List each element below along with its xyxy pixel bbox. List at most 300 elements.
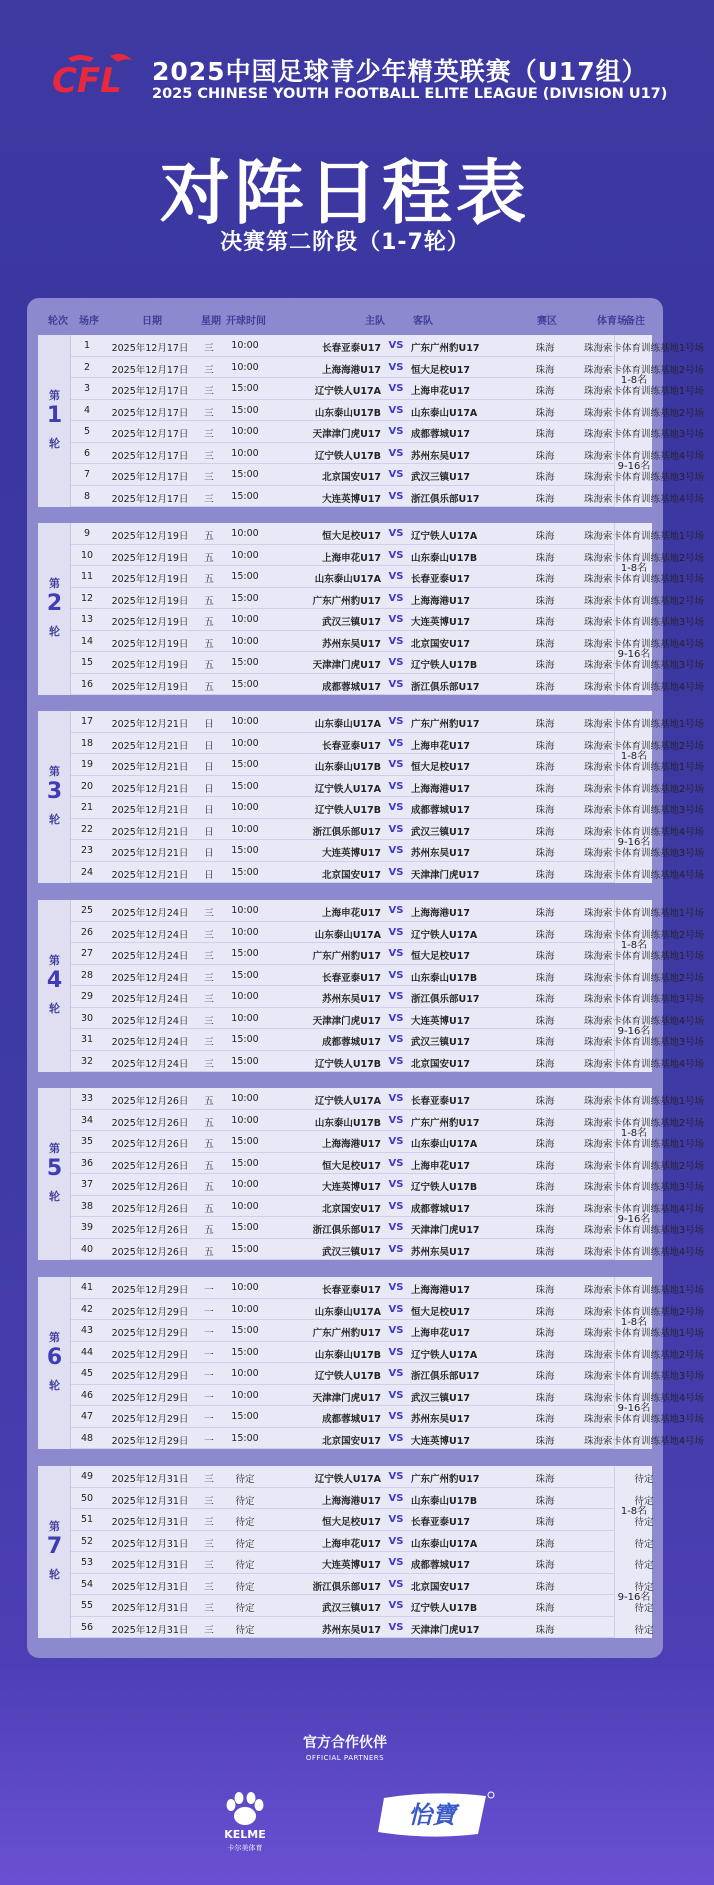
col-no: 场序: [79, 316, 99, 327]
kelme-logo: [214, 1788, 276, 1858]
match-venue: 珠海索卡体育训练基地3号场: [583, 1225, 705, 1236]
match-vs: VS: [388, 926, 404, 938]
match-no: 30: [80, 1012, 94, 1024]
match-day: 五: [204, 1139, 214, 1150]
match-date: 2025年12月29日: [111, 1285, 189, 1296]
match-day: 三: [204, 1538, 214, 1550]
col-note: 备注: [625, 316, 645, 327]
match-time: 10:00: [231, 361, 259, 373]
match-away: 辽宁铁人U17A: [411, 1349, 478, 1361]
match-away: 山东泰山U17B: [411, 552, 478, 564]
match-city: 珠海: [535, 869, 555, 881]
match-city: 珠海: [535, 1037, 555, 1048]
match-no: 11: [80, 571, 94, 582]
match-venue: 珠海索卡体育训练基地1号场: [583, 1096, 705, 1107]
match-city: 珠海: [535, 929, 555, 941]
match-city: 珠海: [535, 1015, 555, 1027]
match-city: 珠海: [535, 1182, 555, 1193]
match-date: 2025年12月29日: [111, 1371, 189, 1382]
match-date: 2025年12月19日: [111, 617, 189, 628]
match-no: 36: [80, 1157, 94, 1169]
match-date: 2025年12月26日: [111, 1117, 189, 1129]
match-time: 待定: [235, 1560, 255, 1571]
match-away: 恒大足校U17: [411, 364, 470, 376]
match-venue: 珠海索卡体育训练基地1号场: [583, 908, 705, 919]
match-vs: VS: [388, 991, 404, 1002]
round-block: [38, 1466, 652, 1638]
match-date: 2025年12月19日: [111, 531, 189, 542]
match-date: 2025年12月17日: [111, 450, 189, 462]
match-time: 15:00: [231, 404, 259, 416]
match-away: 恒大足校U17: [411, 1306, 470, 1318]
match-time: 10:00: [231, 716, 259, 727]
match-day: 一: [204, 1435, 214, 1447]
match-home: 天津津门虎U17: [312, 1015, 381, 1027]
match-row: [71, 776, 705, 798]
match-time: 15:00: [231, 1346, 259, 1358]
match-vs: VS: [388, 1432, 404, 1444]
round-label: [38, 1088, 71, 1260]
match-away: 北京国安U17: [411, 638, 470, 650]
match-date: 2025年12月21日: [111, 719, 189, 730]
match-city: 珠海: [535, 740, 555, 752]
match-day: 五: [204, 1160, 214, 1172]
match-no: 21: [80, 802, 94, 813]
match-row: [71, 523, 705, 545]
match-time: 15:00: [231, 969, 259, 981]
match-city: 珠海: [535, 1160, 555, 1172]
match-time: 15:00: [231, 678, 259, 690]
group-note: [614, 711, 652, 797]
match-vs: VS: [388, 802, 404, 813]
match-no: 37: [80, 1179, 94, 1190]
group-note: [614, 1552, 652, 1638]
match-time: 待定: [235, 1495, 255, 1507]
match-day: 五: [204, 681, 214, 693]
match-home: 长春亚泰U17: [322, 343, 381, 354]
match-city: 珠海: [535, 531, 555, 542]
match-day: 三: [204, 1058, 214, 1070]
match-away: 浙江俱乐部U17: [411, 994, 480, 1005]
group-note: [614, 609, 652, 695]
match-day: 五: [204, 1117, 214, 1129]
match-city: 珠海: [535, 1474, 555, 1485]
match-no: 23: [80, 845, 94, 856]
match-date: 2025年12月17日: [111, 407, 189, 419]
match-day: 三: [204, 407, 214, 419]
col-time: 开球时间: [226, 316, 266, 327]
match-home: 恒大足校U17: [322, 1517, 381, 1528]
match-venue: 珠海索卡体育训练基地1号场: [583, 719, 705, 730]
match-time: 10:00: [231, 447, 259, 459]
match-home: 长春亚泰U17: [322, 1285, 381, 1296]
round-label-text: 轮: [49, 1190, 60, 1203]
match-no: 24: [80, 866, 94, 878]
match-away: 辽宁铁人U17A: [411, 531, 478, 542]
round-label: [38, 335, 71, 507]
match-time: 待定: [235, 1474, 255, 1485]
match-day: 三: [204, 364, 214, 376]
match-city: 珠海: [535, 1538, 555, 1550]
match-date: 2025年12月17日: [111, 364, 189, 376]
group-note-text: 1-8名: [620, 751, 648, 762]
match-row: [71, 797, 705, 819]
round-number: 3: [46, 779, 63, 804]
match-venue: 珠海索卡体育训练基地2号场: [583, 1306, 705, 1318]
match-venue: 珠海索卡体育训练基地1号场: [583, 951, 705, 962]
match-away: 长春亚泰U17: [411, 1096, 470, 1107]
match-vs: VS: [388, 1303, 404, 1315]
match-city: 珠海: [535, 472, 555, 483]
match-row: [71, 1385, 705, 1407]
match-time: 10:00: [231, 1093, 259, 1104]
kelme-name: KELME: [224, 1828, 266, 1841]
match-home: 北京国安U17: [322, 472, 381, 483]
match-venue: 珠海索卡体育训练基地3号场: [583, 1414, 705, 1425]
match-city: 珠海: [535, 1624, 555, 1636]
match-home: 山东泰山U17A: [314, 574, 381, 585]
match-time: 待定: [235, 1603, 255, 1614]
match-vs: VS: [388, 426, 404, 437]
match-day: 日: [204, 869, 214, 881]
match-home: 山东泰山U17B: [314, 407, 381, 419]
match-time: 10:00: [231, 1012, 259, 1024]
match-city: 珠海: [535, 364, 555, 376]
match-row: [71, 862, 705, 884]
match-no: 45: [80, 1368, 94, 1379]
match-city: 珠海: [535, 493, 555, 505]
match-away: 武汉三镇U17: [411, 1392, 470, 1404]
match-vs: VS: [388, 845, 404, 856]
match-venue: 珠海索卡体育训练基地4号场: [583, 1015, 705, 1027]
match-away: 北京国安U17: [411, 1058, 470, 1070]
match-away: 苏州东吴U17: [411, 1414, 470, 1425]
match-city: 珠海: [535, 908, 555, 919]
match-city: 珠海: [535, 450, 555, 462]
match-home: 广东广州豹U17: [312, 1328, 381, 1339]
match-time: 15:00: [231, 490, 259, 502]
match-time: 10:00: [231, 614, 259, 625]
match-city: 珠海: [535, 1517, 555, 1528]
match-time: 15:00: [231, 469, 259, 480]
col-home: 主队: [365, 316, 385, 327]
group-note-text: 1-8名: [620, 375, 648, 386]
match-vs: VS: [388, 1411, 404, 1422]
match-city: 珠海: [535, 783, 555, 795]
match-no: 55: [80, 1600, 94, 1611]
match-away: 山东泰山U17B: [411, 1495, 478, 1507]
match-time: 10:00: [231, 426, 259, 437]
match-day: 三: [204, 972, 214, 984]
match-away: 大连英博U17: [411, 1015, 470, 1027]
match-time: 15:00: [231, 1136, 259, 1147]
match-venue: 待定: [634, 1517, 654, 1528]
match-no: 18: [80, 737, 94, 749]
match-city: 珠海: [535, 552, 555, 564]
match-date: 2025年12月21日: [111, 826, 189, 838]
match-day: 五: [204, 1096, 214, 1107]
match-city: 珠海: [535, 762, 555, 773]
match-date: 2025年12月26日: [111, 1160, 189, 1172]
match-no: 14: [80, 635, 94, 647]
match-date: 2025年12月26日: [111, 1139, 189, 1150]
match-vs: VS: [388, 1514, 404, 1525]
match-vs: VS: [388, 1136, 404, 1147]
match-away: 浙江俱乐部U17: [411, 493, 480, 505]
match-vs: VS: [388, 383, 404, 394]
group-note-text: 9-16名: [617, 649, 651, 660]
match-time: 15:00: [231, 1432, 259, 1444]
match-vs: VS: [388, 1157, 404, 1169]
match-time: 10:00: [231, 823, 259, 835]
match-no: 1: [83, 340, 91, 351]
match-time: 15:00: [231, 780, 259, 792]
round-label-text: 第: [49, 1520, 60, 1533]
match-day: 三: [204, 1560, 214, 1571]
match-home: 大连英博U17: [322, 848, 381, 859]
match-time: 待定: [235, 1517, 255, 1528]
match-away: 浙江俱乐部U17: [411, 1371, 480, 1382]
match-venue: 珠海索卡体育训练基地3号场: [583, 1371, 705, 1382]
match-vs: VS: [388, 948, 404, 959]
match-row: [71, 1574, 654, 1596]
match-vs: VS: [388, 678, 404, 690]
match-city: 珠海: [535, 1349, 555, 1361]
match-row: [71, 965, 705, 987]
match-day: 三: [204, 929, 214, 941]
logo-text: CFL: [52, 61, 122, 101]
round-label-text: 第: [49, 954, 60, 967]
match-home: 上海海港U17: [322, 1495, 381, 1507]
group-note-text: 9-16名: [617, 1592, 651, 1603]
match-home: 苏州东吴U17: [322, 1624, 381, 1636]
match-date: 2025年12月29日: [111, 1392, 189, 1404]
league-title-en: 2025 CHINESE YOUTH FOOTBALL ELITE LEAGUE (DIVISION U17): [152, 86, 668, 102]
match-time: 10:00: [231, 737, 259, 749]
match-venue: 珠海索卡体育训练基地2号场: [583, 929, 705, 941]
match-vs: VS: [388, 614, 404, 625]
match-no: 49: [80, 1471, 94, 1482]
match-home: 山东泰山U17A: [314, 929, 381, 941]
match-no: 38: [80, 1200, 94, 1212]
match-away: 北京国安U17: [411, 1581, 470, 1593]
kelme-name-cn: 卡尔美体育: [227, 1844, 263, 1852]
match-vs: VS: [388, 737, 404, 749]
match-day: 三: [204, 429, 214, 440]
match-day: 五: [204, 638, 214, 650]
match-venue: 珠海索卡体育训练基地1号场: [583, 531, 705, 542]
match-venue: 待定: [634, 1624, 654, 1636]
match-row: [71, 1363, 705, 1385]
match-home: 北京国安U17: [322, 1203, 381, 1215]
round-label-text: 轮: [49, 437, 60, 450]
match-day: 三: [204, 472, 214, 483]
match-venue: 珠海索卡体育训练基地1号场: [583, 1328, 705, 1339]
match-no: 33: [80, 1093, 94, 1104]
match-day: 五: [204, 617, 214, 628]
match-date: 2025年12月24日: [111, 972, 189, 984]
match-day: 日: [204, 783, 214, 795]
match-no: 42: [80, 1303, 94, 1315]
match-city: 珠海: [535, 574, 555, 585]
match-city: 珠海: [535, 1117, 555, 1129]
match-day: 日: [204, 719, 214, 730]
round-label: [38, 1466, 71, 1638]
round-label: [38, 711, 71, 883]
match-vs: VS: [388, 759, 404, 770]
match-home: 天津津门虎U17: [312, 660, 381, 671]
match-home: 天津津门虎U17: [312, 1392, 381, 1404]
match-no: 6: [83, 447, 91, 459]
match-vs: VS: [388, 549, 404, 561]
match-no: 9: [83, 528, 91, 539]
match-away: 成都蓉城U17: [411, 1203, 470, 1215]
match-home: 浙江俱乐部U17: [312, 1581, 381, 1593]
match-home: 武汉三镇U17: [322, 617, 381, 628]
match-row: [71, 1342, 705, 1364]
match-time: 15:00: [231, 571, 259, 582]
match-venue: 珠海索卡体育训练基地2号场: [583, 1349, 705, 1361]
match-no: 10: [80, 549, 94, 561]
match-vs: VS: [388, 1557, 404, 1568]
match-day: 三: [204, 1624, 214, 1636]
match-away: 苏州东吴U17: [411, 450, 470, 462]
match-venue: 珠海索卡体育训练基地3号场: [583, 994, 705, 1005]
match-day: 五: [204, 1225, 214, 1236]
match-city: 珠海: [535, 826, 555, 838]
match-day: 日: [204, 848, 214, 859]
match-vs: VS: [388, 469, 404, 480]
match-city: 珠海: [535, 407, 555, 419]
match-vs: VS: [388, 1621, 404, 1633]
match-no: 34: [80, 1114, 94, 1126]
round-number: 1: [46, 403, 63, 428]
partners-subtitle: OFFICIAL PARTNERS: [305, 1754, 385, 1762]
match-time: 15:00: [231, 1243, 259, 1255]
match-no: 4: [83, 404, 91, 416]
match-venue: 待定: [634, 1581, 654, 1593]
match-home: 大连英博U17: [322, 1182, 381, 1193]
match-date: 2025年12月19日: [111, 660, 189, 671]
match-away: 天津津门虎U17: [411, 869, 480, 881]
match-vs: VS: [388, 905, 404, 916]
col-round: 轮次: [48, 316, 68, 327]
match-no: 46: [80, 1389, 94, 1401]
match-date: 2025年12月24日: [111, 1058, 189, 1070]
match-home: 浙江俱乐部U17: [312, 1225, 381, 1236]
match-time: 10:00: [231, 991, 259, 1002]
match-date: 2025年12月29日: [111, 1435, 189, 1447]
match-time: 10:00: [231, 1114, 259, 1126]
match-no: 13: [80, 614, 94, 625]
match-row: [71, 545, 705, 567]
match-day: 一: [204, 1414, 214, 1425]
match-day: 一: [204, 1306, 214, 1318]
match-no: 40: [80, 1243, 94, 1255]
col-away: 客队: [413, 316, 433, 327]
match-home: 广东广州豹U17: [312, 595, 381, 607]
match-time: 15:00: [231, 845, 259, 856]
match-city: 珠海: [535, 1495, 555, 1507]
match-vs: VS: [388, 1034, 404, 1045]
match-vs: VS: [388, 1222, 404, 1233]
match-vs: VS: [388, 1389, 404, 1401]
match-row: [71, 1277, 705, 1299]
match-no: 47: [80, 1411, 94, 1422]
match-home: 上海申花U17: [322, 1538, 381, 1550]
match-no: 5: [83, 426, 91, 437]
header: [0, 40, 690, 110]
match-row: [71, 609, 705, 631]
match-vs: VS: [388, 635, 404, 647]
match-away: 武汉三镇U17: [411, 826, 470, 838]
match-no: 19: [80, 759, 94, 770]
group-note-text: 1-8名: [620, 940, 648, 951]
group-note-text: 1-8名: [620, 1128, 648, 1139]
match-date: 2025年12月17日: [111, 493, 189, 505]
match-away: 辽宁铁人U17B: [411, 660, 478, 671]
match-home: 山东泰山U17A: [314, 1306, 381, 1318]
group-note: [614, 1466, 652, 1552]
match-away: 广东广州豹U17: [411, 719, 480, 730]
match-home: 辽宁铁人U17A: [314, 386, 381, 397]
match-away: 武汉三镇U17: [411, 472, 470, 483]
match-venue: 珠海索卡体育训练基地3号场: [583, 660, 705, 671]
col-day: 星期: [201, 316, 221, 327]
match-city: 珠海: [535, 848, 555, 859]
match-date: 2025年12月31日: [111, 1517, 189, 1528]
match-home: 长春亚泰U17: [322, 972, 381, 984]
match-city: 珠海: [535, 1603, 555, 1614]
match-venue: 待定: [634, 1603, 654, 1614]
match-venue: 珠海索卡体育训练基地1号场: [583, 574, 705, 585]
match-date: 2025年12月17日: [111, 343, 189, 354]
match-time: 待定: [235, 1624, 255, 1636]
match-row: [71, 400, 705, 422]
match-day: 三: [204, 493, 214, 505]
match-home: 辽宁铁人U17A: [314, 1474, 381, 1485]
match-home: 苏州东吴U17: [322, 638, 381, 650]
match-city: 珠海: [535, 719, 555, 730]
match-away: 恒大足校U17: [411, 951, 470, 962]
match-venue: 珠海索卡体育训练基地4号场: [583, 1058, 705, 1070]
match-date: 2025年12月19日: [111, 681, 189, 693]
match-away: 上海海港U17: [411, 595, 470, 607]
group-note-text: 9-16名: [617, 461, 651, 472]
match-time: 15:00: [231, 1411, 259, 1422]
round-number: 4: [46, 968, 63, 993]
round-block: [38, 900, 705, 1072]
match-venue: 珠海索卡体育训练基地4号场: [583, 638, 705, 650]
match-venue: 珠海索卡体育训练基地1号场: [583, 762, 705, 773]
match-away: 大连英博U17: [411, 617, 470, 628]
match-time: 10:00: [231, 1282, 259, 1293]
match-home: 山东泰山U17B: [314, 1349, 381, 1361]
match-city: 珠海: [535, 1560, 555, 1571]
match-away: 上海海港U17: [411, 908, 470, 919]
match-row: [71, 1174, 705, 1196]
match-away: 上海海港U17: [411, 783, 470, 795]
match-row: [71, 922, 705, 944]
match-away: 广东广州豹U17: [411, 1117, 480, 1129]
match-row: [71, 986, 705, 1008]
match-row: [71, 1552, 654, 1574]
match-venue: 待定: [634, 1495, 654, 1507]
match-venue: 珠海索卡体育训练基地2号场: [583, 1117, 705, 1129]
match-time: 15:00: [231, 866, 259, 878]
match-venue: 珠海索卡体育训练基地4号场: [583, 493, 705, 505]
match-time: 15:00: [231, 1157, 259, 1169]
